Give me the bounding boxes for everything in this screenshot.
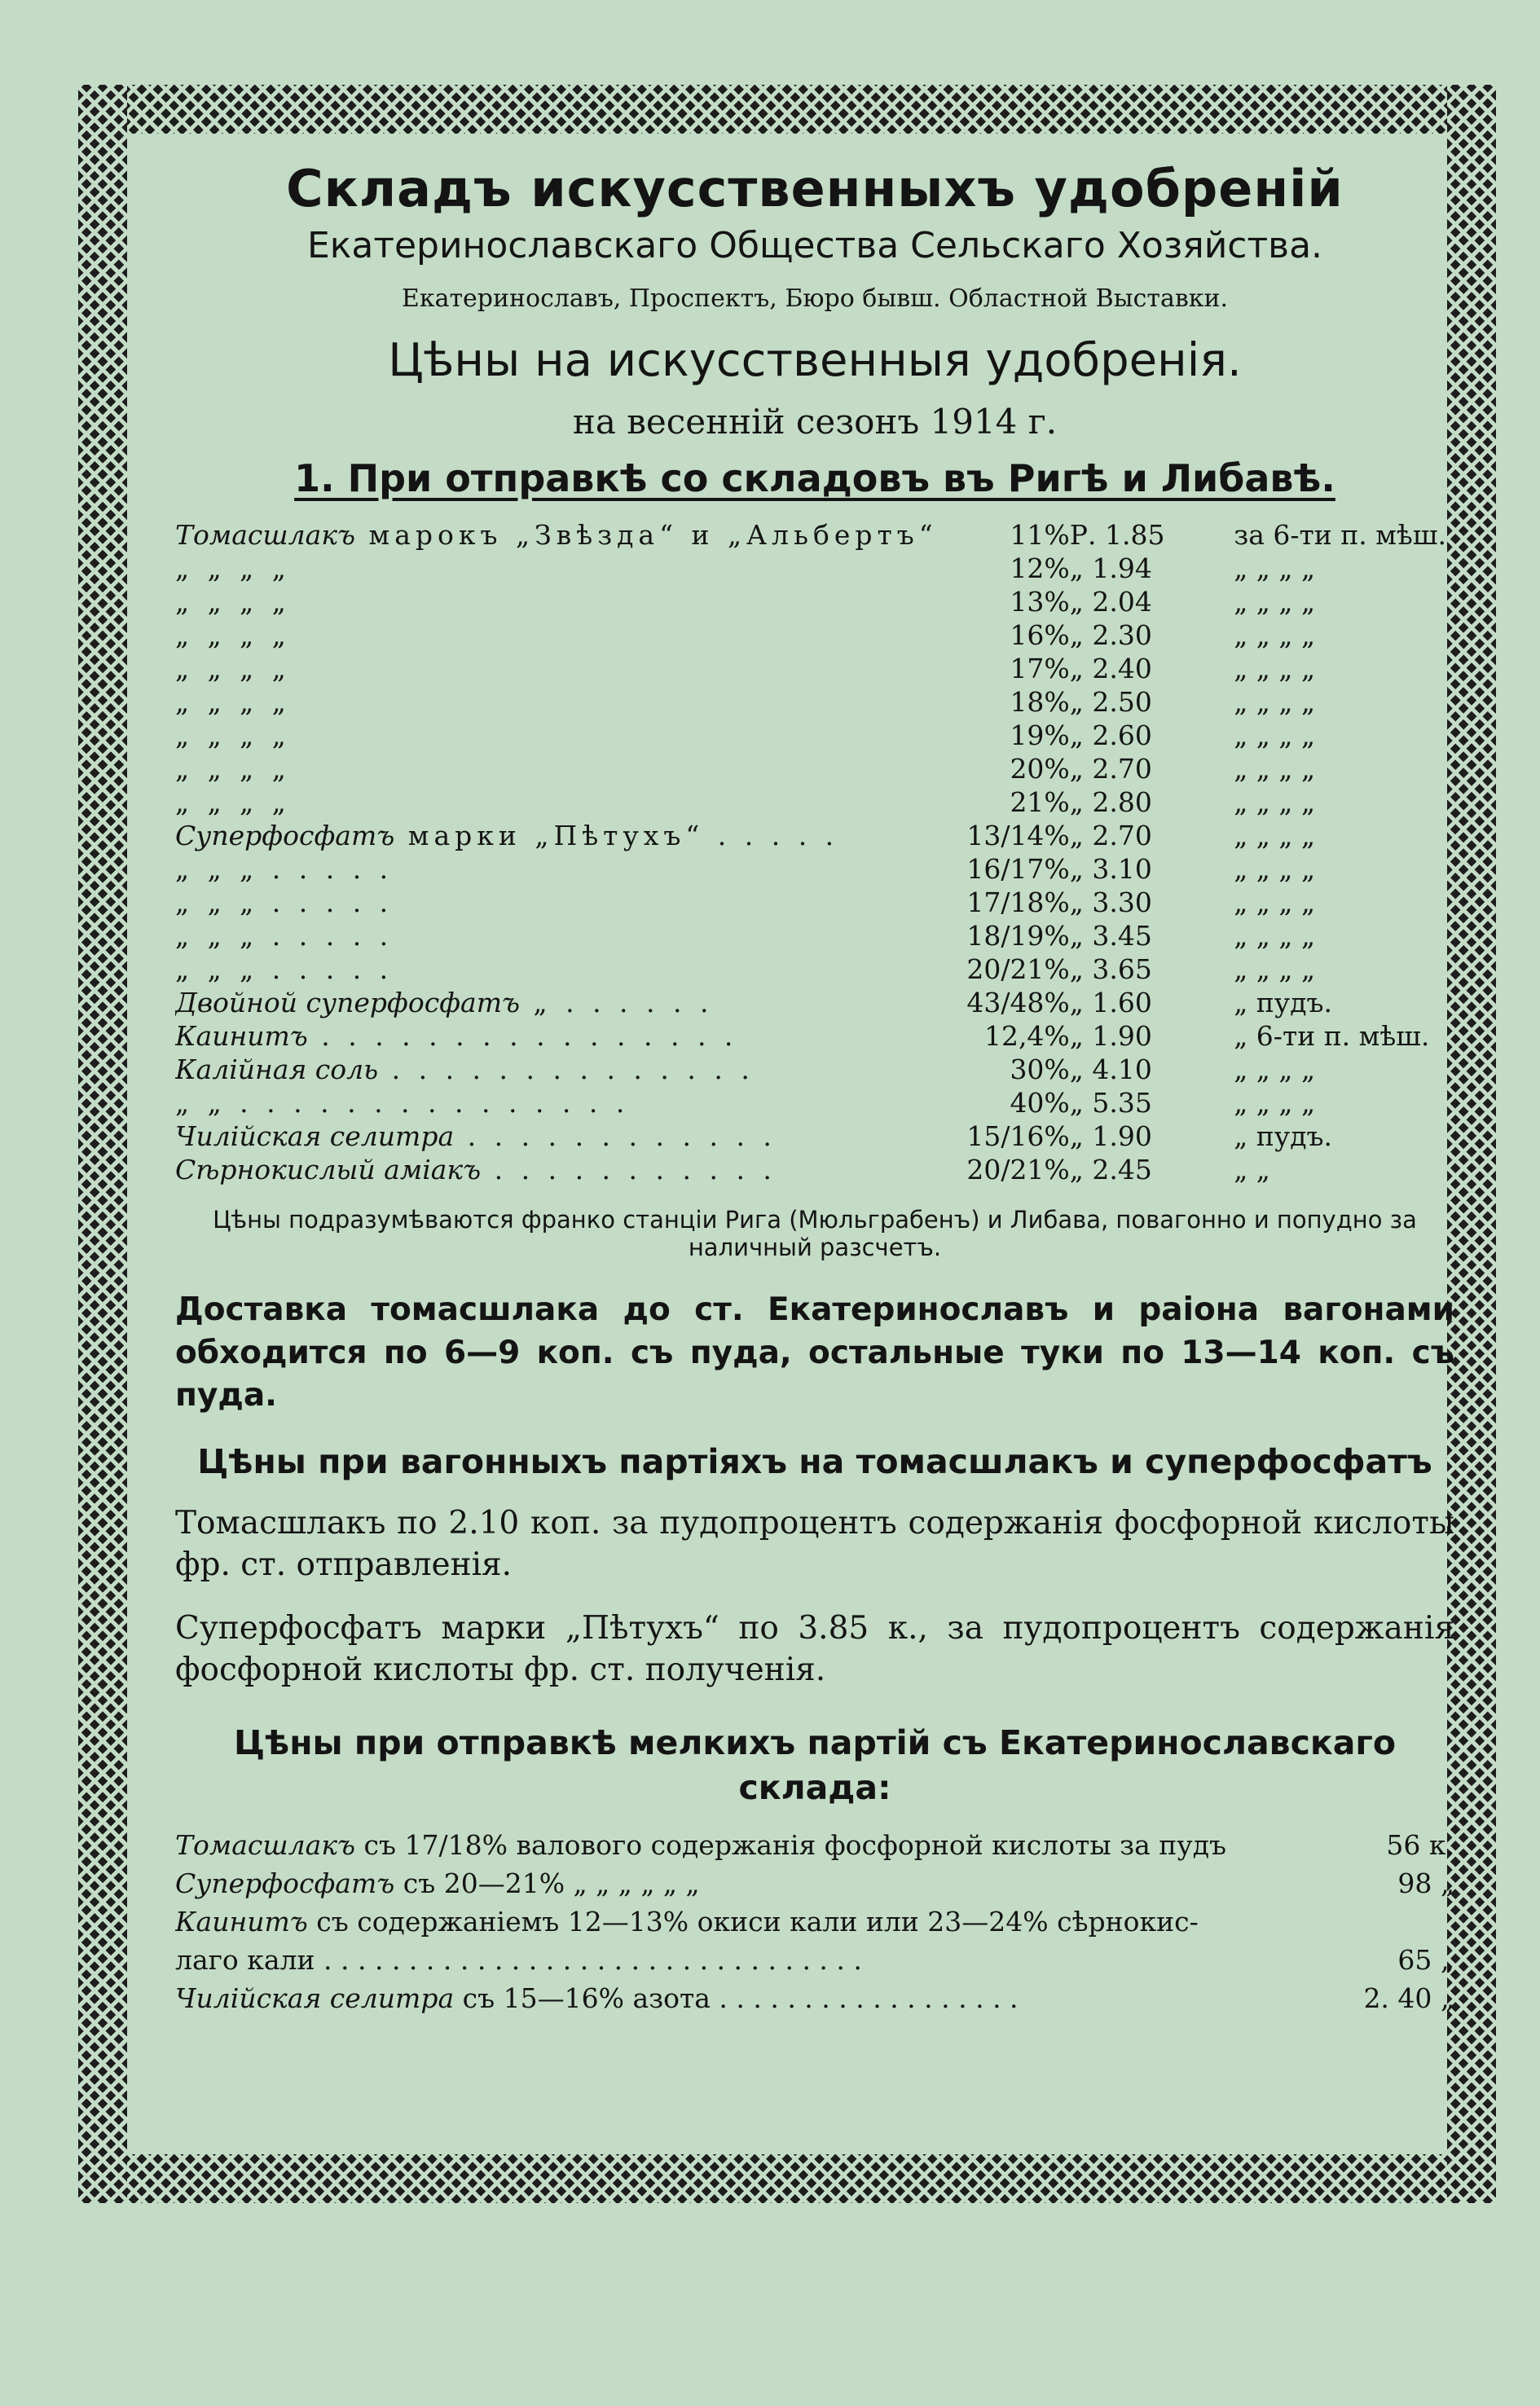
small-lot-price: 98 „ <box>1397 1867 1454 1900</box>
small-lot-row <box>175 1980 1454 2018</box>
small-lot-detail: съ 20—21% „ „ „ „ „ „ <box>394 1867 700 1900</box>
price-cell: „ 2.70 <box>1069 820 1152 851</box>
product-detail: „ „ „ . . . . . <box>175 853 394 885</box>
thomas-wagon-price: Томасшлакъ по 2.10 коп. за пудопроцентъ содержанія фосфорной кислоты фр. ст. отправленія. <box>175 1504 1454 1584</box>
price-cell: „ 2.40 <box>1069 653 1152 684</box>
small-lot-product: Каинитъ <box>175 1906 308 1938</box>
percent-cell: 18/19% <box>966 920 1070 952</box>
percent-cell: 20/21% <box>966 1154 1070 1185</box>
product-detail: „ „ . . . . . . . . . . . . . . . <box>175 1087 630 1119</box>
price-row <box>175 719 1446 752</box>
superphosphate-wagon-price: Суперфосфатъ марки „Пѣтухъ“ по 3.85 к., за пудопроцентъ содержанія фосфорной кислоты фр. ст. полученія. <box>175 1609 1454 1689</box>
price-cell: „ 2.45 <box>1069 1154 1152 1185</box>
small-lot-text <box>175 1903 1446 1942</box>
price-row <box>175 1119 1446 1153</box>
percent-cell: 43/48% <box>966 987 1070 1018</box>
percent-cell: 17/18% <box>966 886 1070 918</box>
price-cell: „ 2.50 <box>1069 686 1152 718</box>
price-cell: „ 1.90 <box>1069 1020 1152 1052</box>
product-name <box>175 852 938 886</box>
product-detail: марокъ „Звѣзда“ и „Альбертъ“ <box>355 519 938 551</box>
product-detail: . . . . . . . . . . . . <box>454 1120 777 1152</box>
price-row <box>175 618 1446 652</box>
percent-cell: 13% <box>1010 586 1070 618</box>
address-line: Екатеринославъ, Проспектъ, Бюро бывш. Областной Выставки. <box>401 284 1229 313</box>
percent-cell: 20% <box>1010 753 1070 785</box>
product-name <box>175 819 938 852</box>
small-lot-price: 65 „ <box>1397 1944 1454 1977</box>
product-name <box>175 719 938 752</box>
price-cell: „ 2.80 <box>1069 786 1152 818</box>
product-detail: „ „ „ . . . . . <box>175 886 394 918</box>
organization-name: Екатеринославскаго Общества Сельскаго Хозяйства. <box>306 225 1323 266</box>
product-detail: „ „ „ „ <box>175 753 291 785</box>
small-lot-price <box>1446 1903 1454 1942</box>
small-lot-text <box>175 1980 1355 2018</box>
product-name <box>175 986 938 1019</box>
percent-cell: 12,4% <box>983 1020 1070 1052</box>
product-name <box>175 618 938 652</box>
percent-cell: 13/14% <box>966 820 1070 851</box>
unit-cell: „ пудъ. <box>1234 1120 1333 1152</box>
ornamental-border-left <box>78 85 127 2203</box>
price-cell: „ 3.30 <box>1069 886 1152 918</box>
small-lot-text <box>175 1865 1389 1903</box>
price-row <box>175 819 1446 852</box>
unit-cell: „ „ „ „ <box>1234 920 1316 952</box>
product-detail: „ . . . . . . <box>520 987 714 1018</box>
product-name <box>175 785 938 819</box>
product-detail: „ „ „ . . . . . <box>175 920 394 952</box>
percent-cell: 30% <box>1010 1053 1070 1085</box>
unit-cell: „ „ „ „ <box>1234 953 1316 985</box>
product-detail: „ „ „ „ <box>175 686 291 718</box>
percent-cell: 11% <box>1010 519 1070 551</box>
unit-cell: „ „ „ „ <box>1234 853 1316 885</box>
small-lot-row <box>175 1903 1454 1942</box>
price-row <box>175 685 1446 719</box>
price-cell: „ 2.60 <box>1069 719 1152 751</box>
small-lot-product: Чилійская селитра <box>175 1982 455 2014</box>
price-cell: „ 1.90 <box>1069 1120 1152 1152</box>
price-cell: „ 3.45 <box>1069 920 1152 952</box>
small-lot-row <box>175 1865 1454 1903</box>
wagon-prices-heading: Цѣны при вагонныхъ партіяхъ на томасшлакъ и суперфосфатъ <box>197 1441 1432 1481</box>
ornamental-border-bottom <box>78 2154 1496 2203</box>
price-row <box>175 1086 1446 1119</box>
small-lot-detail: съ 15—16% азота . . . . . . . . . . . . . . . . . . <box>454 1982 1019 2014</box>
percent-cell: 18% <box>1010 686 1070 718</box>
product-detail: „ „ „ „ <box>175 586 291 618</box>
percent-cell: 21% <box>1010 786 1070 818</box>
price-cell: „ 2.70 <box>1069 753 1152 785</box>
delivery-note: Доставка томасшлака до ст. Екатеринославъ и раіона вагонами обходится по 6—9 коп. съ пуда, остальные туки по 13—14 коп. съ пуда. <box>175 1291 1454 1414</box>
product-name <box>175 919 938 952</box>
ornamental-border-right <box>1447 85 1496 2203</box>
product-detail: „ „ „ „ <box>175 653 291 684</box>
product-name <box>175 952 938 986</box>
price-row <box>175 785 1446 819</box>
price-cell: „ 3.65 <box>1069 953 1152 985</box>
product-detail: „ „ „ „ <box>175 552 291 584</box>
unit-cell: „ „ „ „ <box>1234 552 1316 584</box>
small-lot-price: 2. 40 „ <box>1363 1982 1454 2014</box>
price-row <box>175 952 1446 986</box>
small-lot-detail: съ 17/18% валового содержанія фосфорной кислоты за пудъ <box>355 1829 1227 1862</box>
price-row <box>175 919 1446 952</box>
small-lot-text <box>175 1942 1389 1980</box>
price-cell: Р. 1.85 <box>1069 519 1165 551</box>
unit-cell: „ пудъ. <box>1234 987 1333 1018</box>
product-detail: . . . . . . . . . . . <box>481 1154 777 1185</box>
small-lot-detail: съ содержаніемъ 12—13% окиси кали или 23—24% сѣрнокис- <box>307 1906 1199 1938</box>
product-label: Калійная соль <box>175 1053 379 1085</box>
small-lot-detail: лаго кали . . . . . . . . . . . . . . . . . . . . . . . . . . . . . . . . <box>175 1944 862 1977</box>
percent-cell: 19% <box>1010 719 1070 751</box>
product-name <box>175 1053 938 1086</box>
price-cell: „ 4.10 <box>1069 1053 1152 1085</box>
product-detail: „ „ „ „ <box>175 786 291 818</box>
price-row <box>175 518 1446 552</box>
product-label: Томасшлакъ <box>175 519 356 551</box>
small-lot-row <box>175 1942 1454 1980</box>
ornamental-border-top <box>78 85 1496 134</box>
page-title: Складъ искусственныхъ удобреній <box>286 159 1344 218</box>
price-cell: „ 2.04 <box>1069 586 1152 618</box>
unit-cell: „ „ „ „ <box>1234 753 1316 785</box>
product-detail: марки „Пѣтухъ“ . . . . . <box>394 820 839 851</box>
unit-cell: „ „ <box>1234 1154 1270 1185</box>
unit-cell: „ „ „ „ <box>1234 586 1316 618</box>
product-name <box>175 1153 938 1186</box>
percent-cell: 15/16% <box>966 1120 1070 1152</box>
product-label: Двойной суперфосфатъ <box>175 987 521 1018</box>
price-cell: „ 5.35 <box>1069 1087 1152 1119</box>
unit-cell: „ „ „ „ <box>1234 786 1316 818</box>
price-row <box>175 986 1446 1019</box>
season-line: на весенній сезонъ 1914 г. <box>572 402 1058 442</box>
unit-cell: „ „ „ „ <box>1234 820 1316 851</box>
small-lot-product: Суперфосфатъ <box>175 1867 395 1900</box>
prices-subtitle: Цѣны на искусственныя удобренія. <box>388 334 1242 387</box>
price-row <box>175 585 1446 618</box>
unit-cell: „ „ „ „ <box>1234 1087 1316 1119</box>
product-label: Каинитъ <box>175 1020 308 1052</box>
unit-cell: „ „ „ „ <box>1234 1053 1316 1085</box>
product-name <box>175 552 938 585</box>
price-row <box>175 1153 1446 1186</box>
product-detail: „ „ „ „ <box>175 619 291 651</box>
product-name <box>175 1019 938 1053</box>
price-table <box>175 518 1446 1186</box>
price-note: Цѣны подразумѣваются франко станціи Рига (Мюльграбенъ) и Либава, повагонно и попудно за наличный разсчетъ. <box>213 1206 1417 1261</box>
small-lot-product: Томасшлакъ <box>175 1829 356 1862</box>
product-detail: . . . . . . . . . . . . . . <box>378 1053 755 1085</box>
product-name <box>175 585 938 618</box>
percent-cell: 12% <box>1010 552 1070 584</box>
percent-cell: 40% <box>1010 1087 1070 1119</box>
percent-cell: 16/17% <box>966 853 1070 885</box>
price-row <box>175 1019 1446 1053</box>
price-cell: „ 1.94 <box>1069 552 1152 584</box>
product-name <box>175 518 938 552</box>
product-name <box>175 886 938 919</box>
unit-cell: „ 6-ти п. мѣш. <box>1234 1020 1430 1052</box>
price-row <box>175 852 1446 886</box>
small-lots-list <box>175 1827 1454 2017</box>
percent-cell: 16% <box>1010 619 1070 651</box>
product-label: Чилійская селитра <box>175 1120 455 1152</box>
small-lot-text <box>175 1827 1378 1865</box>
unit-cell: за 6-ти п. мѣш. <box>1234 519 1446 551</box>
price-row <box>175 886 1446 919</box>
unit-cell: „ „ „ „ <box>1234 686 1316 718</box>
product-name <box>175 1086 938 1119</box>
advertisement-content <box>175 159 1454 2018</box>
small-lot-row <box>175 1827 1454 1865</box>
price-cell: „ 2.30 <box>1069 619 1152 651</box>
price-cell: „ 3.10 <box>1069 853 1152 885</box>
product-label: Сѣрнокислый аміакъ <box>175 1154 482 1185</box>
section-1-heading: 1. При отправкѣ со складовъ въ Ригѣ и Либавѣ. <box>294 456 1335 500</box>
small-lot-price: 56 к. <box>1386 1829 1454 1862</box>
product-name <box>175 652 938 685</box>
unit-cell: „ „ „ „ <box>1234 886 1316 918</box>
product-name <box>175 685 938 719</box>
price-row <box>175 752 1446 785</box>
small-lots-heading: Цѣны при отправкѣ мелкихъ партій съ Екатеринославскаго склада: <box>233 1722 1396 1808</box>
price-row <box>175 552 1446 585</box>
unit-cell: „ „ „ „ <box>1234 619 1316 651</box>
product-name <box>175 752 938 785</box>
product-label: Суперфосфатъ <box>175 820 395 851</box>
price-row <box>175 652 1446 685</box>
unit-cell: „ „ „ „ <box>1234 719 1316 751</box>
product-detail: . . . . . . . . . . . . . . . . <box>307 1020 738 1052</box>
product-detail: „ „ „ „ <box>175 719 291 751</box>
product-name <box>175 1119 938 1153</box>
price-cell: „ 1.60 <box>1069 987 1152 1018</box>
price-row <box>175 1053 1446 1086</box>
unit-cell: „ „ „ „ <box>1234 653 1316 684</box>
percent-cell: 20/21% <box>966 953 1070 985</box>
percent-cell: 17% <box>1010 653 1070 684</box>
product-detail: „ „ „ . . . . . <box>175 953 394 985</box>
